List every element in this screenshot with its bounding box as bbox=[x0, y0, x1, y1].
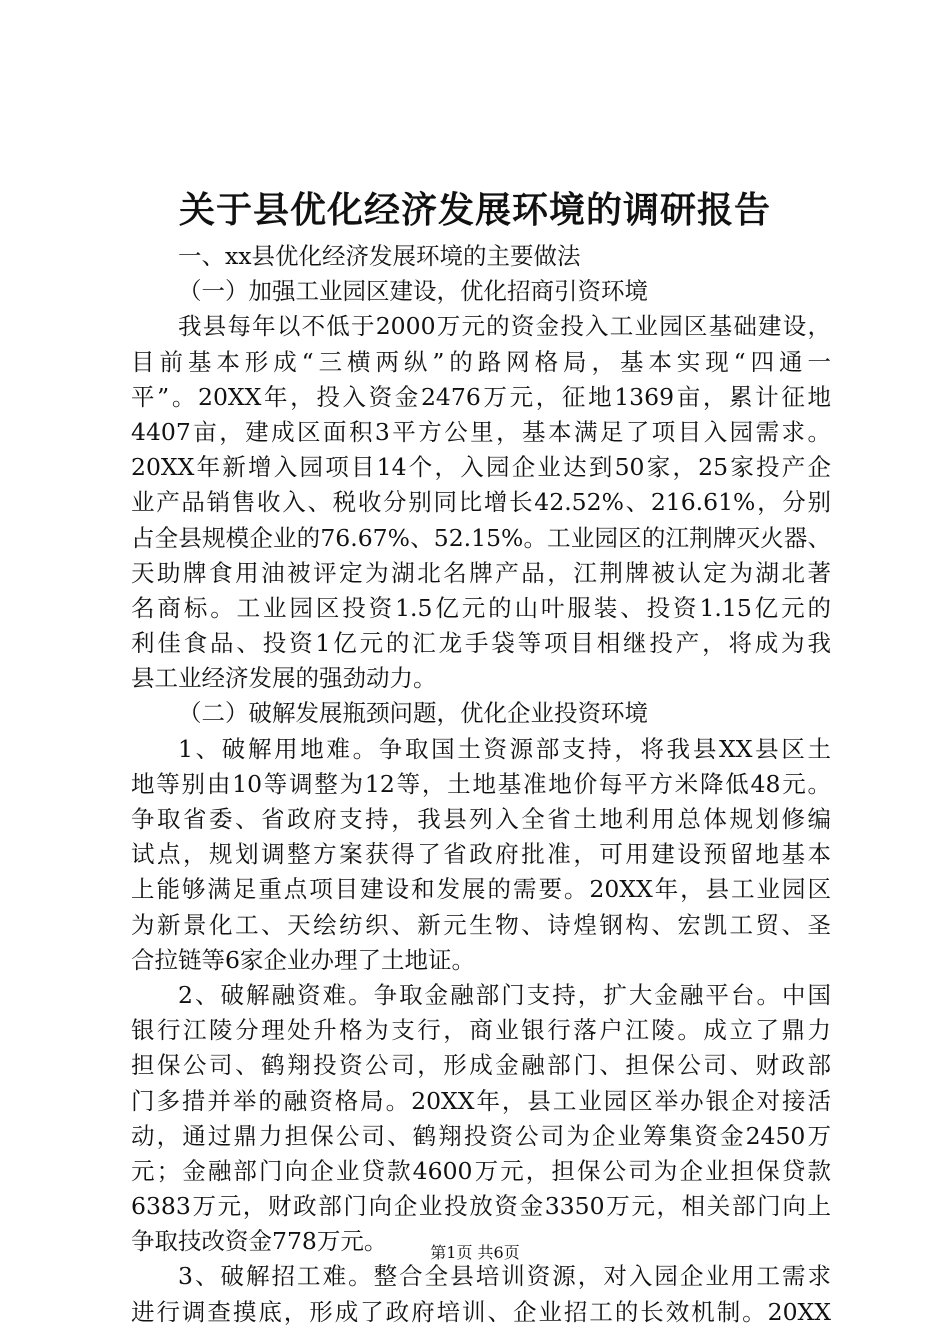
text-line: 目前基本形成“三横两纵”的路网格局，基本实现“四通一 bbox=[131, 347, 831, 376]
text-line: 试点，规划调整方案获得了省政府批准，可用建设预留地基本 bbox=[131, 840, 831, 869]
text-line: 合拉链等6家企业办理了土地证。 bbox=[131, 945, 475, 974]
page-footer: 第1页 共6页 bbox=[430, 1243, 520, 1262]
text-line: 银行江陵分理处升格为支行，商业银行落户江陵。成立了鼎力 bbox=[131, 1016, 831, 1045]
document-body bbox=[131, 239, 831, 1330]
text-line: 元；金融部门向企业贷款4600万元，担保公司为企业担保贷款 bbox=[131, 1156, 831, 1185]
text-line: 担保公司、鹤翔投资公司，形成金融部门、担保公司、财政部 bbox=[131, 1051, 831, 1080]
document-title: 关于县优化经济发展环境的调研报告 bbox=[178, 189, 771, 231]
text-line: 争取技改资金778万元。 bbox=[131, 1227, 388, 1256]
text-line: 6383万元，财政部门向企业投放资金3350万元，相关部门向上 bbox=[131, 1192, 831, 1221]
text-line: 地等别由10等调整为12等，土地基准地价每平方米降低48元。 bbox=[131, 769, 831, 798]
text-line: 名商标。工业园区投资1.5亿元的山叶服装、投资1.15亿元的 bbox=[131, 593, 831, 622]
text-line: 2、破解融资难。争取金融部门支持，扩大金融平台。中国 bbox=[178, 980, 831, 1009]
text-line: 为新景化工、天绘纺织、新元生物、诗煌钢构、宏凯工贸、圣 bbox=[131, 910, 831, 939]
text-line: （一）加强工业园区建设，优化招商引资环境 bbox=[178, 277, 648, 306]
text-line: 3、破解招工难。整合全县培训资源，对入园企业用工需求 bbox=[178, 1262, 831, 1291]
text-line: 进行调查摸底，形成了政府培训、企业招工的长效机制。20XX bbox=[131, 1297, 831, 1326]
text-line: 动，通过鼎力担保公司、鹤翔投资公司为企业筹集资金2450万 bbox=[131, 1121, 831, 1150]
text-line: 业产品销售收入、税收分别同比增长42.52%、216.61%，分别 bbox=[131, 488, 831, 517]
text-line: 天助牌食用油被评定为湖北名牌产品，江荆牌被认定为湖北著 bbox=[131, 558, 831, 587]
text-line: 平”。20XX年，投入资金2476万元，征地1369亩，累计征地 bbox=[131, 382, 831, 411]
text-line: 我县每年以不低于2000万元的资金投入工业园区基础建设， bbox=[178, 312, 831, 341]
text-line: 门多措并举的融资格局。20XX年，县工业园区举办银企对接活 bbox=[131, 1086, 831, 1115]
text-line: 利佳食品、投资1亿元的汇龙手袋等项目相继投产，将成为我 bbox=[131, 629, 831, 658]
text-line: 上能够满足重点项目建设和发展的需要。20XX年，县工业园区 bbox=[131, 875, 831, 904]
text-line: 1、破解用地难。争取国土资源部支持，将我县XX县区土 bbox=[178, 734, 831, 763]
text-line: 县工业经济发展的强劲动力。 bbox=[131, 664, 437, 693]
text-line: （二）破解发展瓶颈问题，优化企业投资环境 bbox=[178, 699, 648, 728]
text-line: 4407亩，建成区面积3平方公里，基本满足了项目入园需求。 bbox=[131, 417, 831, 446]
text-line: 占全县规模企业的76.67%、52.15%。工业园区的江荆牌灭火器、 bbox=[131, 523, 831, 552]
text-line: 一、xx县优化经济发展环境的主要做法 bbox=[178, 242, 581, 270]
text-line: 争取省委、省政府支持，我县列入全省土地利用总体规划修编 bbox=[131, 805, 831, 833]
text-line: 20XX年新增入园项目14个，入园企业达到50家，25家投产企 bbox=[131, 453, 831, 482]
